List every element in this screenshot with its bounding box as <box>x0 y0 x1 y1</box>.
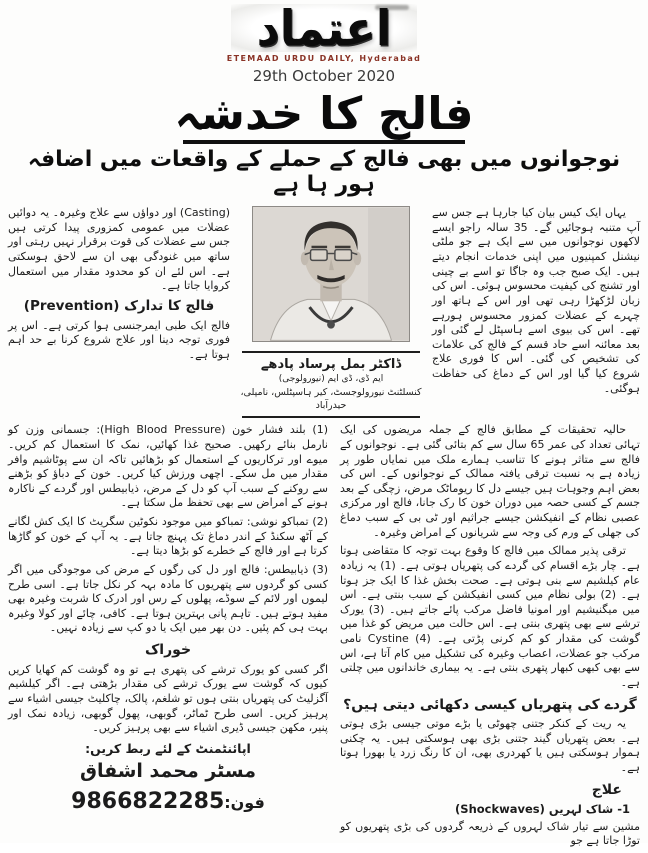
phone-number: 9866822285 <box>71 788 225 814</box>
treatment-heading: علاج <box>591 781 622 798</box>
subheadline: نوجوانوں میں بھی فالج کے حملے کے واقعات میں اضافہ ہور ہا ہے <box>27 147 621 198</box>
caption-top-rule <box>242 351 420 353</box>
column-research-stones <box>340 423 640 853</box>
paragraph-tobacco: (2) تمباکو نوشی: تمباکو میں موجود نکوٹین سگریٹ کا ایک کش لگانے کے آٹھ سکنڈ کے اندر دماغ تک پہنچ جاتا ہے۔ یہ آپ کے خون کو گاڑھا کرتا ہے اور فالج کے خطرے کو بڑھا دیتا ہے۔ <box>8 515 328 558</box>
paragraph-diabetes-fluids: (3) ذیابیطس: فالج اور دل کی رگوں کے مرض کی موجودگی میں اگر کسی کو گردوں سے پتھریوں کا مادہ بہہ کر نکل جاتا ہے۔ اسی طرح لیموں اور لائم کے سوڈے، پھلوں کے رس اور ادرک کا شربت وغیرہ بھی مفید ہوتے ہیں۔ تاہم پانی بہترین ہوتا ہے۔ کافی، چائے اور کولا وغیرہ بہت ہی کم پئیں۔ دن بھر میں ایک یا دو کپ سے زیادہ نہیں۔ <box>8 562 328 635</box>
paragraph-stone-types: ترقی پذیر ممالک میں فالج کا وقوع بہت توجہ کا متقاضی ہوتا ہے۔ چار بڑے اقسام کی گردے کی پتھریاں ہوتی ہے۔ (1) یہ زیادہ عام کیلشیم سے بنی ہوتی ہے۔ صحت بخش غذا کا ایک جز ہوتا ہے۔ (2) بولی نظام میں کسی انفیکشن کے سبب بنتی ہے۔ اس میں میگنیشیم اور امونیا فاضل مرکب پائے جاتے ہیں۔ (3) یورک ترشے سے بھی پتھری بنتی ہے۔ اس حالت میں مریض کو غذا میں گوشت کی مقدار کو کم کرنی پڑتی ہے۔ (4) Cystine نامی مرکب جو عضلات، اعصاب وغیرہ کی تشکیل میں کام آتا ہے، اس سے بھی کبھی کبھار پتھری بنتی ہے۔ یہ بیماری خاندانوں میں چلتی ہے۔ <box>340 544 640 689</box>
paragraph-high-blood-pressure: (1) بلند فشار خون (High Blood Pressure): جسمانی وزن کو نارمل بنائے رکھیں۔ صحیح غذا کھائیں، نمک کا استعمال کم کریں۔ میوے اور ترکاریوں کے استعمال کو بڑھائیں تاکہ ان سے پوٹاشیم وافر مقدار میں مل سکے۔ اچھی ورزش کیا کریں۔ خون کے دباؤ کو بڑھنے سے روکنے کے سبب آپ کو دل کے مرض، ذیابیطس اور گردے کے ناکارہ ہونے کے امراض سے بھی تحفظ مل سکتا ہے۔ <box>8 423 328 510</box>
doctor-name-caption: ڈاکٹر بمل پرساد پادھے <box>260 356 402 372</box>
paragraph-casting: (Casting) اور دواؤں سے علاج وغیرہ۔ یہ دوائیں عضلات میں عمومی کمزوری پیدا کرتی ہیں جس سے عضلات کی قوت برقرار نہیں رہتی اور ساتھ میں غنودگی بھی ان سے لاحق ہوسکتی ہے۔ اس لئے ان کو محدود مقدار میں استعمال کروایا جاتا ہے۔ <box>8 206 230 293</box>
issue-date: 29th October 2020 <box>252 66 396 85</box>
article-top-band <box>8 206 640 418</box>
stones-appearance-heading: گردے کی پتھریاں کیسی دکھائی دیتی ہیں؟ <box>343 696 637 713</box>
column-prevention-tips <box>8 423 328 816</box>
paragraph-case-story: یہاں ایک کیس بیان کیا جارہا ہے جس سے آپ متنبہ ہوجائیں گے۔ 35 سالہ راجو ایسے لاکھوں نوجوانوں میں سے ایک ہے جو ملٹی نیشنل کمپنیوں میں اپنی خدمات انجام دیتے ہیں۔ ایک صبح جب وہ جاگا تو اسے بے چینی اور تشنج کی کیفیت محسوس ہوئی۔ اس کی زبان لڑکھڑا رہی تھی اور اس کے ہاتھ اور چہرے کے عضلات کمزور محسوس ہورہے تھے۔ اس کی بیوی اسے ہاسپٹل لے گئی اور بعد معائنہ اسے حاد قسم کے فالج کی علامات کی تشخیص کی گئی۔ اس کا فوری علاج شروع کیا گیا اور اس کے دماغ کی حفاظت ہوگئی۔ <box>432 206 640 395</box>
headline-block <box>8 86 640 198</box>
doctor-degrees-caption: ایم ڈی، ڈی ایم (نیورولوجی) <box>278 374 384 385</box>
newspaper-logo: اعتماد <box>256 0 392 58</box>
prevention-heading: فالج کا تدارک (Prevention) <box>23 297 215 314</box>
article-bottom-band <box>8 423 640 853</box>
headline-underline-rule <box>183 140 465 144</box>
caption-bottom-rule <box>242 416 420 418</box>
masthead-logo-wrap <box>231 0 418 58</box>
phone-row <box>8 787 328 816</box>
diet-heading: خوراک <box>144 642 192 659</box>
paragraph-diet: اگر کسی کو یورک ترشے کی پتھری ہے تو وہ گوشت کم کھایا کریں کیوں کہ گوشت سے یورک ترشے کی مقدار بڑھتی ہے۔ اگر کیلشیم آگزلیٹ کی پتھریاں بنتی ہوں تو شلغم، پالک، چاکلیٹ جیسی اشیاء سے پرہیز کریں۔ اسی طرح ٹماٹر، گوبھی، پھول گوبھی، زیادہ نمک اور پنیر، مکھن جیسی ڈیری اشیاء سے بھی پرہیز کریں۔ <box>8 662 328 735</box>
contact-person-name: مسٹر محمد اشفاق <box>79 760 257 783</box>
article-body <box>8 206 640 853</box>
contact-block <box>8 741 328 816</box>
column-case-story <box>432 206 640 400</box>
doctor-affiliation-caption: کنسلٹنٹ نیورولوجسٹ، کیر ہاسپٹلس، نامپلی، حیدرآباد <box>240 387 422 411</box>
appointment-label: اپائنٹمنٹ کے لئے ربط کریں: <box>85 740 251 756</box>
paragraph-shockwaves: مشین سے تیار شاک لہروں کے ذریعہ گردوں کی بڑی پتھریوں کو توڑا جاتا ہے جو <box>340 819 640 848</box>
paragraph-emergency: فالج ایک طبی ایمرجنسی ہوا کرتی ہے۔ اس پر فوری توجہ دینا اور علاج شروع کرنا بے حد اہم ہوتا ہے۔ <box>8 318 230 362</box>
phone-label: فون: <box>224 792 265 812</box>
treatment-item-shockwaves: 1- شاک لہریں (Shockwaves) <box>455 802 630 817</box>
headline-title: فالج کا خدشہ <box>174 86 474 140</box>
doctor-portrait-photo <box>252 206 410 342</box>
column-prevention-intro <box>8 206 230 367</box>
paragraph-stone-appearance: یہ ریت کے کنکر جتنی چھوٹی یا بڑے موتی جیسی بڑی ہوتی ہے۔ بعض پتھریاں گیند جتنی بڑی بھی ہوسکتی ہیں۔ یہ چکنی ہموار ہوسکتی ہیں یا کھردری بھی، ان کا رنگ زرد یا بھورا ہوتا ہے۔ <box>340 717 640 774</box>
masthead <box>8 0 640 85</box>
newspaper-tagline: ETEMAAD URDU DAILY, Hyderabad <box>226 53 422 63</box>
paragraph-research: حالیہ تحقیقات کے مطابق فالج کے جملہ مریضوں کی ایک تہائی تعداد کی عمر 65 سال سے کم بتائی گئی ہے۔ نوجوانوں کے فالج سے متاثر ہونے کا تناسب ہمارے ملک میں نمایاں طور پر زیادہ ہے بہ نسبت ترقی یافتہ ممالک کے نوجوانوں کے۔ اس کی بعض اہم وجوہات ہیں جیسے دل کا ریوماٹک مرض، زچگی کے بعد جسم کے کسی حصہ میں دوران خون کا رک جانا، فالج اور مرکزی عصبی نظام کے انفیکشن جیسے جراثیم اور ٹی بی کے سبب دماغ کی جھلی کے ورم کی وجہ سے شریانوں کے امراض وغیرہ۔ <box>340 423 640 539</box>
doctor-photo-block <box>240 206 422 418</box>
